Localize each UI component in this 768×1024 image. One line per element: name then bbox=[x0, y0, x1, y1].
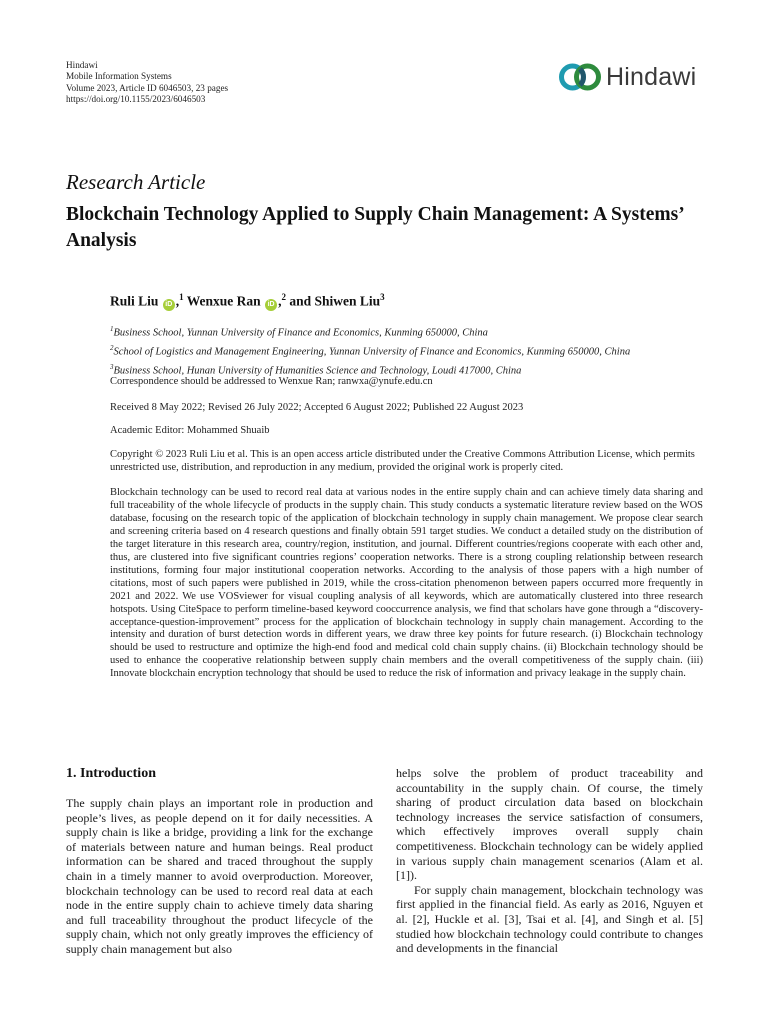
publication-dates: Received 8 May 2022; Revised 26 July 2022; Accepted 6 August 2022; Published 22 August 2023 bbox=[110, 402, 524, 413]
author-name[interactable]: Ruli Liu bbox=[110, 293, 159, 309]
academic-editor: Academic Editor: Mohammed Shuaib bbox=[110, 425, 270, 436]
body-paragraph: For supply chain management, blockchain technology was first applied in the financial field. As early as 2016, Nguyen et al. [2], Huckle et al. [3], Tsai et al. [4], and Singh et al. [5] studied how blockchain technology could contribute to changes and developments in the financial bbox=[396, 882, 703, 956]
affiliation-line: $^2$School of Logistics and Management Engineering, Yunnan University of Finance and Economics, Kunming 650000, China bbox=[110, 344, 631, 358]
author-name[interactable]: Wenxue Ran bbox=[186, 293, 261, 309]
copyright-notice: Copyright © 2023 Ruli Liu et al. This is an open access article distributed under the Creative Commons Attribution License, which permits unrestricted use, distribution, and reproduction in any medium, provided the original work is properly cited. bbox=[110, 449, 695, 474]
body-paragraph: helps solve the problem of product traceability and accountability in the supply chain. Of course, the timely sharing of product circulation data based on blockchain technology increases the service satisfaction of consumers, which effectively improves overall supply chain competitiveness. Blockchain technology can be widely applied in various supply chain management scenarios (Alam et al. [1]). bbox=[396, 766, 703, 883]
orcid-icon[interactable]: iD bbox=[265, 299, 277, 311]
article-type: Research Article bbox=[66, 170, 206, 194]
publisher-name: Hindawi bbox=[66, 60, 98, 70]
affiliation-line: $^3$Business School, Hunan University of Humanities Science and Technology, Loudi 417000, China bbox=[110, 363, 522, 377]
body-paragraph: The supply chain plays an important role in production and people’s lives, as people depend on it for daily necessities. A supply chain is like a bridge, providing a link for the exchange of materials between nature and human beings. Real product information can be shared and traced throughout the supply chain in a timely manner to avoid overproduction. Moreover, blockchain technology can be used to record real data at each node in the entire supply chain to achieve timely data sharing and full traceability throughout the product lifecycle of the supply chain, which not only greatly improves the efficiency of supply chain management but also bbox=[66, 796, 373, 956]
correspondence: Correspondence should be addressed to Wenxue Ran; ranwxa@ynufe.edu.cn bbox=[110, 376, 433, 387]
journal-meta bbox=[66, 60, 228, 106]
author-name[interactable]: Shiwen Liu bbox=[314, 293, 381, 309]
body-column-left bbox=[66, 796, 373, 957]
affiliation-line: $^1$Business School, Yunnan University of Finance and Economics, Kunming 650000, China bbox=[110, 325, 488, 339]
orcid-icon[interactable]: iD bbox=[163, 299, 175, 311]
journal-name: Mobile Information Systems bbox=[66, 71, 172, 82]
body-column-right bbox=[396, 766, 703, 956]
section-heading: 1. Introduction bbox=[66, 766, 156, 781]
hindawi-logo bbox=[558, 62, 696, 92]
affiliations bbox=[110, 322, 630, 379]
logo-text: Hindawi bbox=[606, 62, 697, 91]
hindawi-rings-icon bbox=[558, 62, 602, 92]
doi-link[interactable]: https://doi.org/10.1155/2023/6046503 bbox=[66, 94, 206, 105]
article-title: Blockchain Technology Applied to Supply Chain Management: A Systems’ Analysis bbox=[66, 204, 684, 251]
abstract: Blockchain technology can be used to record real data at various nodes in the entire supply chain and can achieve timely data sharing and full traceability of the whole lifecycle of products in the supply chain. This study conducts a systematic literature review based on the WOS database, focusing on the research topic of the application of blockchain technology in supply chain management. We propose clear search and screening criteria based on 4 research questions and finally obtain 591 target studies. We conduct a detailed study on the distribution of the target literature in this research area, country/region, institution, and journal. Different countries/regions cooperate with each other and, thus, are clustered into five significant countries regions’ cooperation networks. There is a strong coupling relationship between research institutions, forming four major institutional cooperation networks. According to the analysis of those papers with a high number of citations, most of such papers were published in 2019, while the cross-citation phenomenon between papers occurred more frequently in 2021 and 2022. We use VOSviewer for visual coupling analysis of all keywords, which are automatically clustered into three research hotspots. Using CiteSpace to perform timeline-based keyword cooccurrence analysis, we find that scholars have gone through a “discovery-acceptance-question-improvement” process for the application of blockchain technology in supply chain management. According to the intensity and duration of burst detection words in different years, we draw three key points for future research. (i) Blockchain technology should be used to restructure and optimize the high-end food and medical cold chain supply chains. (ii) Blockchain technology should be used to enhance the cooperative relationship between supply chain members and the overall competitiveness of the supply chain. (iii) Innovate blockchain encryption technology that should be used to reduce the risk of information and privacy leakage in the supply chain. bbox=[110, 487, 703, 680]
volume-info: Volume 2023, Article ID 6046503, 23 pages bbox=[66, 82, 229, 93]
author-list: Ruli Liu iD ,$^1$ Wenxue Ran iD ,$^2$ and Shiwen Liu$^3$ bbox=[110, 292, 385, 309]
